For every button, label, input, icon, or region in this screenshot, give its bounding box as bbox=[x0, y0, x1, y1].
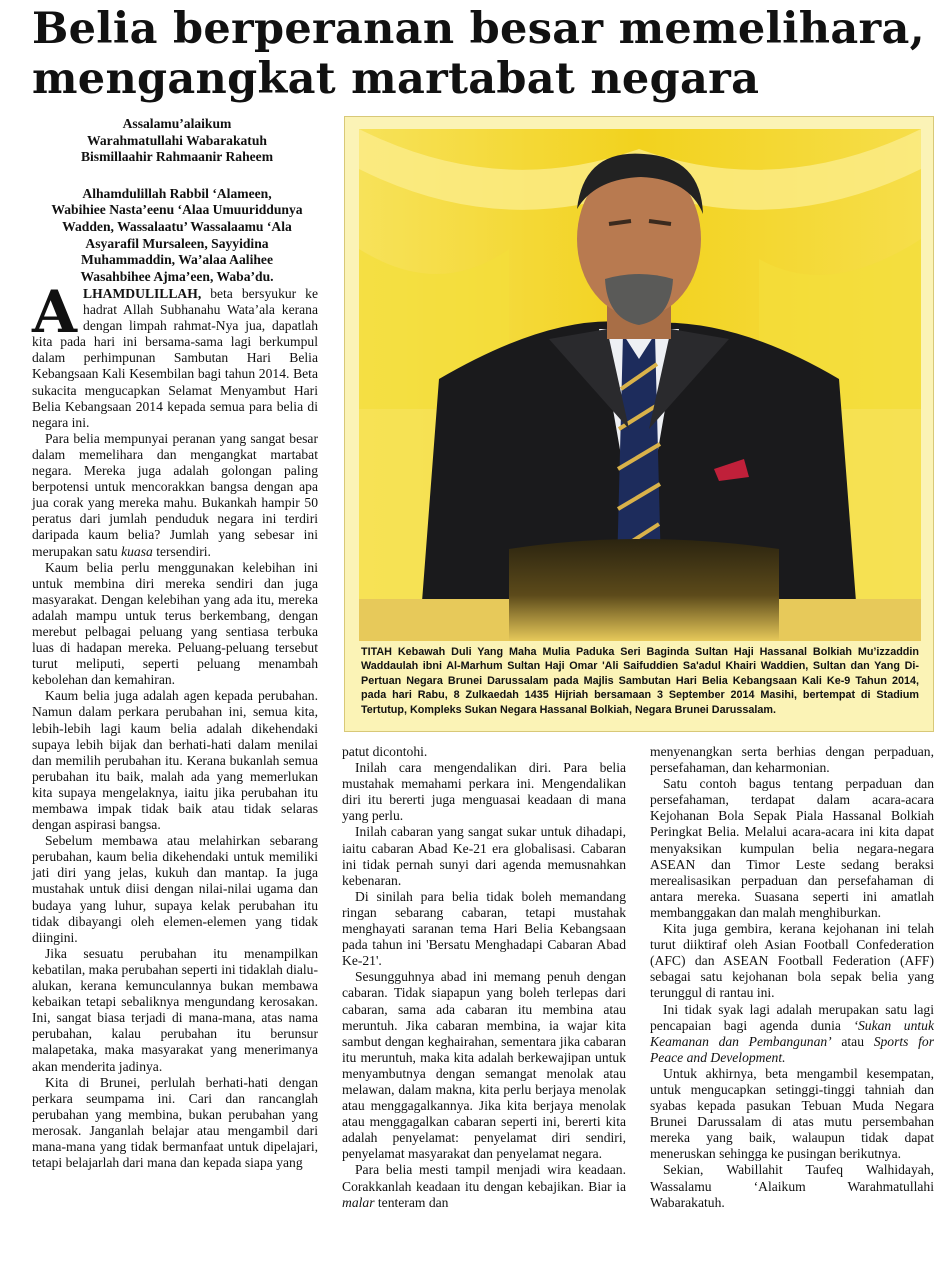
salutation-block bbox=[32, 116, 322, 285]
article-column-3 bbox=[650, 744, 934, 1211]
article-paragraph: Kita juga gembira, kerana kejohanan ini telah turut diiktiraf oleh Asian Football Confederation (AFC) dan ASEAN Football Federation (AFF) sebagai satu kejohanan bola sepak belia yang terunggul di rantau ini. bbox=[650, 921, 934, 1001]
article-paragraph: Untuk akhirnya, beta mengambil kesempatan, untuk mengucapkan setinggi-tinggi tahniah dan syabas kepada pasukan Tebuan Muda Negara Brunei Darussalam di atas mutu persembahan mereka yang baik, walaupun tidak dapat meneruskan sehingga ke pusingan berikutnya. bbox=[650, 1065, 934, 1162]
article-paragraph: Sebelum membawa atau melahirkan sebarang perubahan, kaum belia dikehendaki untuk memiliki jati diri yang jelas, kukuh dan mantap. Ia juga mustahak untuk diisi dengan nilai-nilai ugama dan budaya yang luhur, supaya kelak perubahan itu tidak dibayangi oleh elemen-elemen yang tidak diingini. bbox=[32, 833, 318, 945]
paragraph-text: beta bersyukur ke hadrat Allah Subhanahu Wata’ala kerana dengan limpah rahmat-Nya jua, dapatlah kita pada hari ini bersama-sama lagi berkumpul dalam perhimpunan Sambutan Hari Belia Kebangsaan Kali Kesembilan bagi tahun 2014. Beta sukacita mengucapkan Selamat Menyambut Hari Belia Kebangsaan 2014 kepada semua para belia di negara ini. bbox=[32, 286, 318, 430]
salutation-line: Muhammaddin, Wa’alaa Aalihee bbox=[81, 252, 273, 268]
photo-caption bbox=[361, 645, 919, 717]
article-paragraph: Jika sesuatu perubahan itu menampilkan kebatilan, maka perubahan seperti ini tidaklah dialu-alukan, kerana kemunculannya bukan membawa kebaikan tetapi sebaliknya mengundang kerosakan. Ini, sangat biasa terjadi di mana-mana, atas nama perubahan, kalau perubahan itu berunsur malapetaka, maka masyarakat yang menerimanya akan menderita jadinya. bbox=[32, 945, 318, 1074]
paragraph-text: atau bbox=[831, 1033, 874, 1049]
article-paragraph: Sekian, Wabillahit Taufeq Walhidayah, Wassalamu ‘Alaikum Warahmatullahi Wabarakatuh. bbox=[650, 1162, 934, 1210]
photo-caption-text: TITAH Kebawah Duli Yang Maha Mulia Paduka Seri Baginda Sultan Haji Hassanal Bolkiah Mu’izzaddin Waddaulah ibni Al-Marhum Sultan Haji Omar 'Ali Saifuddien Sa'adul Khairi Waddien, Sultan dan Yang Di-Pertuan Negara Brunei Darussalam pada Majlis Sambutan Hari Belia Kebangsaan Kali Ke-9 Tahun 2014, pada hari Rabu, 8 Zulkaedah 1435 Hijriah bersamaan 3 September 2014 Masihi, bertempat di Stadium Tertutup, Kompleks Sukan Negara Hassanal Bolkiah, Negara Brunei Darussalam. bbox=[361, 646, 919, 716]
paragraph-text: tenteram dan bbox=[374, 1194, 449, 1210]
article-column-2 bbox=[342, 744, 626, 1211]
article-paragraph bbox=[32, 278, 318, 431]
salutation-line: Wabihiee Nasta’eenu ‘Alaa Umuuriddunya bbox=[51, 202, 303, 218]
salutation-line: Wadden, Wassalaatu’ Wassalaamu ‘Ala bbox=[62, 218, 292, 234]
headline-line-2: mengangkat martabat negara bbox=[32, 54, 760, 104]
salutation-line: Asyarafil Mursaleen, Sayyidina bbox=[85, 235, 269, 251]
article-paragraph bbox=[650, 1002, 934, 1066]
article-paragraph: menyenangkan serta berhias dengan perpaduan, persefahaman, dan keharmonian. bbox=[650, 744, 934, 776]
emphasis-text: ‘Sukan untuk Keamanan dan Pembangunan’ bbox=[650, 1017, 934, 1049]
article-paragraph: Di sinilah para belia tidak boleh memandang ringan sebarang cabaran, tetapi mustahak menghayati saranan tema Hari Belia Kebangsaan pada tahun ini 'Bersatu Menghadapi Cabaran Abad Ke-21'. bbox=[342, 888, 626, 969]
lead-word: LHAMDULILLAH, bbox=[83, 286, 202, 301]
salutation-line: Warahmatullahi Wabarakatuh bbox=[87, 132, 267, 148]
salutation-line: Wasahbihee Ajma’een, Waba’du. bbox=[80, 268, 274, 284]
article-paragraph: Inilah cabaran yang sangat sukar untuk dihadapi, iaitu cabaran Abad Ke-21 era globalisasi. Cabaran ini tidak pernah sunyi dari agenda memusnahkan kebenaran. bbox=[342, 824, 626, 888]
salutation-line: Alhamdulillah Rabbil ‘Alameen, bbox=[82, 185, 272, 201]
paragraph-text: Para belia mempunyai peranan yang sangat besar dalam memelihara dan mengangkat martabat negara. Mereka juga adalah golongan paling berpotensi untuk mencorakkan bangsa dengan apa jua corak yang mereka mahu. Bukankah hampir 50 peratus dari jumlah penduduk negara ini terdiri daripada kaum belia? Jumlah yang sebesar ini merupakan satu bbox=[32, 430, 318, 559]
emphasis-text: Sports for Peace and Development. bbox=[650, 1033, 934, 1065]
photo-figure bbox=[344, 116, 934, 732]
salutation-line: Assalamu’alaikum bbox=[122, 116, 232, 131]
headline-line-1: Belia berperanan besar memelihara, bbox=[32, 4, 925, 54]
article-paragraph: Kaum belia juga adalah agen kepada perubahan. Namun dalam perkara perubahan ini, semua kita, lebih-lebih lagi kaum belia adalah dikehendaki supaya lebih bijak dan berhati-hati dalam menilai dan memilih perubahan itu. Kerana bukanlah semua perubahan itu baik, malah ada yang memerlukan kita supaya mengelaknya, iaitu jika perubahan itu membawa impak tidak baik atau tidak selaras dengan aspirasi bangsa. bbox=[32, 688, 318, 833]
article-paragraph: Kaum belia perlu menggunakan kelebihan ini untuk membina diri mereka sendiri dan juga masyarakat. Dengan kelebihan yang ada itu, mereka adalah mampu untuk terus berkembang, dengan merebut pelbagai peluang yang sentiasa terbuka luas di hadapan mereka. Peluang-peluang tersebut turut meliputi, seperti peluang menambah kebolehan dan kemahiran. bbox=[32, 559, 318, 688]
article-paragraph: patut dicontohi. bbox=[342, 744, 428, 759]
drop-cap: A bbox=[32, 278, 78, 346]
article-paragraph: Kita di Brunei, perlulah berhati-hati dengan perkara seumpama ini. Cari dan rancanglah perubahan yang membina, bukan perubahan yang merosak. Janganlah belajar atau mengambil dari mana-mana yang tidak bermanfaat untuk dipelajari, tetapi belajarlah dari mana dan kepada siapa yang bbox=[32, 1074, 318, 1171]
article-paragraph: Inilah cara mengendalikan diri. Para belia mustahak memahami perkara ini. Mengendalikan diri itu bererti juga menguasai keadaan di mana yang perlu. bbox=[342, 760, 626, 824]
speaker-illustration bbox=[359, 129, 921, 641]
article-paragraph bbox=[32, 431, 318, 560]
article-paragraph: Sesungguhnya abad ini memang penuh dengan cabaran. Tidak siapapun yang boleh terlepas dari cabaran, sama ada cabaran itu membina atau meruntuh. Jika cabaran membina, ia wajar kita sambut dengan keghairahan, sementara jika cabaran itu meruntuh, maka kita adalah berkewajipan untuk menyambutnya dengan semangat menolak atau melawan, dalam makna, kita perlu berjaya menolak atau menggagalkannya. Jika kita berjaya menolak atau menggagalkan cabaran seperti ini, bererti kita adalah penyelamat: penyelamat diri sendiri, penyelamat masyarakat dan penyelamat negara. bbox=[342, 969, 626, 1162]
paragraph-text: tersendiri. bbox=[152, 543, 211, 559]
emphasis-text: kuasa bbox=[121, 543, 153, 559]
speech-photo bbox=[359, 129, 921, 641]
article-paragraph bbox=[342, 1162, 626, 1210]
article-column-1 bbox=[32, 278, 318, 1171]
paragraph-text: Para belia mesti tampil menjadi wira keadaan. Corakkanlah keadaan itu dengan kebajikan. Biar ia bbox=[342, 1162, 626, 1194]
headline bbox=[32, 4, 932, 104]
emphasis-text: malar bbox=[342, 1194, 375, 1210]
paragraph-text: Ini tidak syak lagi adalah merupakan satu lagi pencapaian bagi agenda dunia bbox=[650, 1001, 934, 1033]
article-paragraph: Satu contoh bagus tentang perpaduan dan persefahaman, terdapat dalam acara-acara Kejohanan Bola Sepak Piala Hassanal Bolkiah Peringkat Belia. Melalui acara-acara ini kita dapat menyaksikan kumpulan belia negara-negara ASEAN dan Timor Leste sedang beraksi merealisasikan perpaduan dan persefahaman di antara mereka. Suasana seperti ini amatlah membanggakan dan malah menghiburkan. bbox=[650, 776, 934, 920]
salutation-line: Bismillaahir Rahmaanir Raheem bbox=[80, 149, 274, 165]
